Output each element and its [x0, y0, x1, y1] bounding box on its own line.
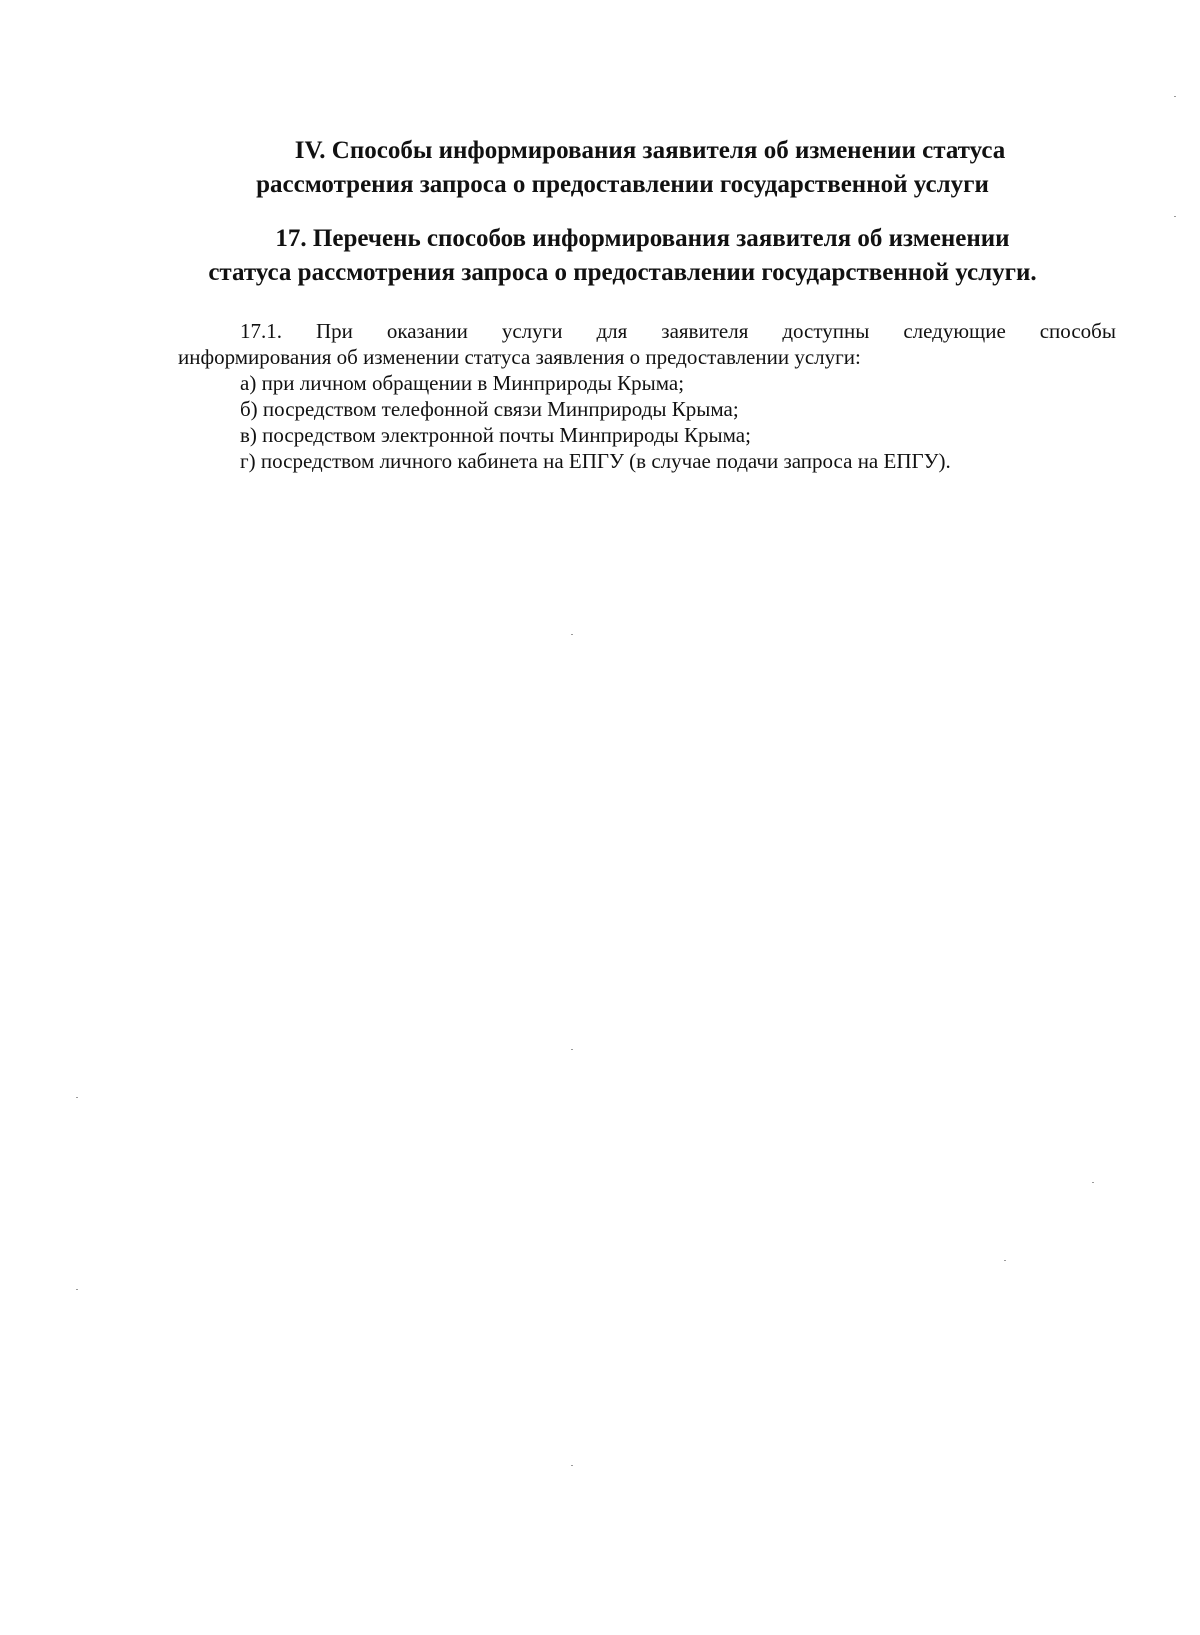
list-item: г) посредством личного кабинета на ЕПГУ (в случае подачи запроса на ЕПГУ). [240, 449, 951, 473]
scan-speck [571, 1049, 573, 1050]
subsection-title-line: статуса рассмотрения запроса о предоставлении государственной услуги. [208, 259, 1037, 286]
section-title-line: рассмотрения запроса о предоставлении государственной услуги [256, 171, 989, 198]
scan-speck [1092, 1182, 1094, 1183]
paragraph-number: 17.1. [240, 319, 282, 343]
scan-speck [571, 1465, 573, 1466]
paragraph-word: При [315, 319, 353, 343]
scan-speck [1004, 1260, 1006, 1261]
section-title-line: IV. Способы информирования заявителя об изменении статуса [294, 137, 1006, 164]
paragraph-word: способы [1039, 319, 1116, 343]
paragraph-17-1 [178, 318, 1116, 474]
paragraph-word: следующие [903, 319, 1006, 343]
list-item: в) посредством электронной почты Минприроды Крыма; [240, 423, 751, 447]
scan-speck [1174, 96, 1176, 97]
section-title [150, 134, 1095, 202]
paragraph-word: услуги [501, 319, 563, 343]
paragraph-word: доступны [782, 319, 870, 343]
scan-speck [76, 1289, 78, 1290]
paragraph-word: для [596, 319, 628, 343]
list-item: а) при личном обращении в Минприроды Крыма; [240, 371, 685, 395]
scan-speck [1174, 216, 1176, 217]
scan-speck [571, 634, 573, 635]
scan-speck [76, 1097, 78, 1098]
paragraph-continuation: информирования об изменении статуса заявления о предоставлении услуги: [178, 345, 861, 369]
paragraph-word: заявителя [661, 319, 749, 343]
paragraph-first-line [178, 318, 1116, 344]
subsection-title [150, 222, 1095, 290]
paragraph-intro [178, 318, 1116, 370]
subsection-title-line: 17. Перечень способов информирования заявителя об изменении [275, 225, 1010, 252]
list-item: б) посредством телефонной связи Минприроды Крыма; [240, 397, 739, 421]
paragraph-word: оказании [386, 319, 468, 343]
